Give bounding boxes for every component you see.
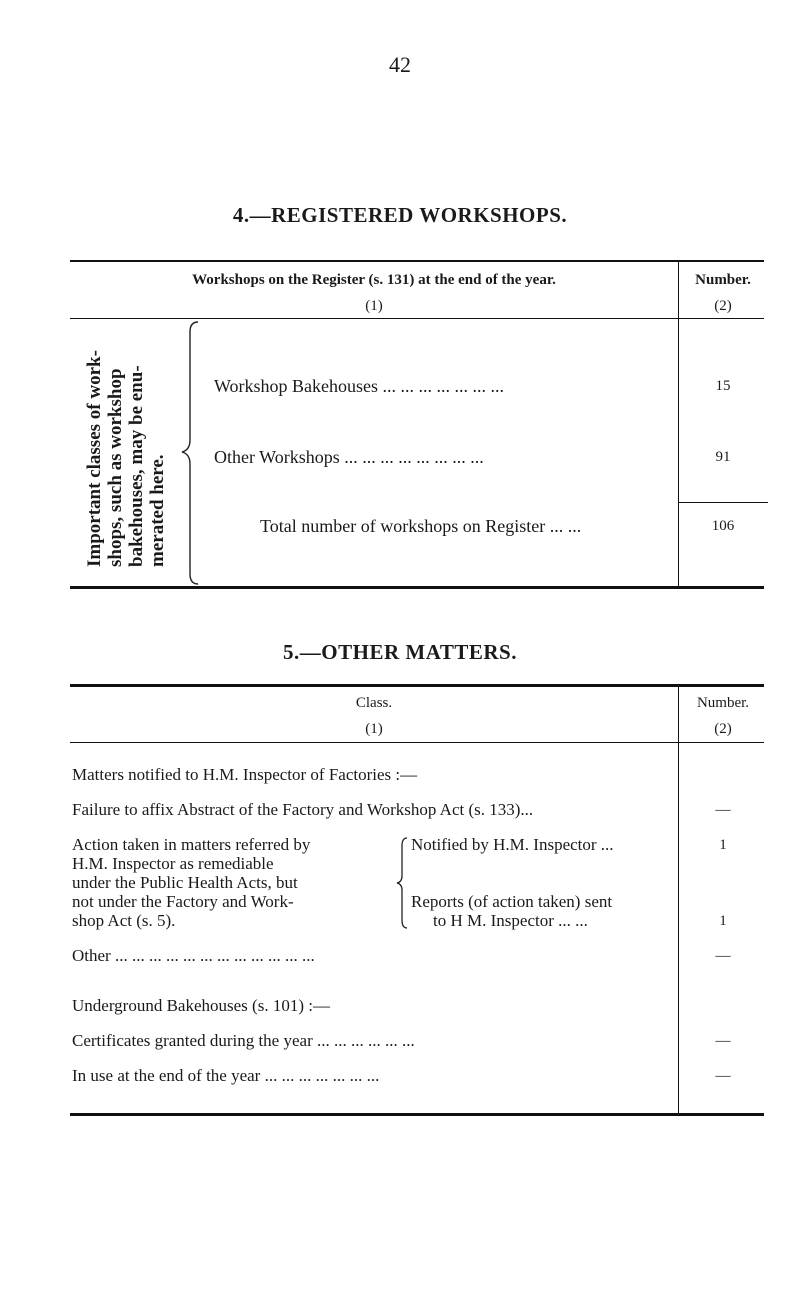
reports-value: 1: [719, 913, 727, 929]
other-value: —: [715, 948, 731, 964]
notified-by-label: Notified by H.M. Inspector ...: [411, 835, 614, 854]
failure-value: —: [715, 802, 731, 818]
failure-label: Failure to affix Abstract of the Factory and Workshop Act (s. 133)...: [72, 800, 534, 819]
action-line: not under the Factory and Work-: [72, 892, 294, 911]
certificates-label: Certificates granted during the year ... ... ... ... ... ...: [72, 1031, 415, 1050]
col1-subheader: (1): [365, 721, 383, 737]
side-label-line: bakehouses, may be enu-: [126, 365, 147, 567]
action-brace: [394, 836, 410, 930]
side-label-line: Important classes of work-: [84, 350, 105, 567]
col2-header: Number.: [696, 695, 750, 711]
action-taken-block: [72, 835, 402, 930]
col2-subheader: (2): [714, 298, 732, 314]
total-rule: [678, 502, 768, 503]
col1-subheader: (1): [365, 298, 383, 314]
col1-header: Workshops on the Register (s. 131) at the end of the year.: [192, 272, 556, 288]
table-top-rule: [70, 684, 764, 687]
side-label-line: shops, such as workshop: [105, 368, 126, 567]
action-line: Action taken in matters referred by: [72, 835, 311, 854]
table-bottom-rule: [70, 586, 764, 589]
row-value-bakehouses: 15: [715, 378, 731, 394]
row-label-total: Total number of workshops on Register ... ...: [260, 516, 582, 536]
table-top-rule: [70, 260, 764, 262]
row-value-other-workshops: 91: [715, 449, 731, 465]
row-label-other-workshops: Other Workshops ... ... ... ... ... ... ... ...: [214, 447, 484, 467]
certificates-value: —: [715, 1033, 731, 1049]
action-line: shop Act (s. 5).: [72, 911, 176, 930]
section-5-title: 5.—OTHER MATTERS.: [283, 640, 517, 664]
reports-label: Reports (of action taken) sent: [411, 892, 613, 911]
notified-by-value: 1: [719, 837, 727, 853]
action-line: H.M. Inspector as remediable: [72, 854, 274, 873]
section-4-title: 4.—REGISTERED WORKSHOPS.: [232, 203, 568, 227]
other-label: Other ... ... ... ... ... ... ... ... ... ... ... ...: [72, 946, 315, 965]
side-brace: [176, 318, 206, 588]
col1-header: Class.: [355, 695, 393, 711]
col2-subheader: (2): [714, 721, 732, 737]
header-rule: [70, 318, 764, 319]
reports-label-2: to H M. Inspector ... ...: [433, 911, 588, 930]
header-rule: [70, 742, 764, 743]
side-label: [84, 350, 168, 567]
col2-header: Number.: [695, 272, 751, 288]
table-bottom-rule: [70, 1113, 764, 1116]
row-label-bakehouses: Workshop Bakehouses ... ... ... ... ... ... ...: [214, 376, 505, 396]
side-label-line: merated here.: [147, 454, 168, 567]
page-number: 42: [389, 52, 411, 77]
in-use-label: In use at the end of the year ... ... ... ... ... ... ...: [72, 1066, 380, 1085]
row-value-total: 106: [711, 518, 735, 534]
in-use-value: —: [715, 1068, 731, 1084]
notified-heading: Matters notified to H.M. Inspector of Factories :—: [72, 765, 418, 784]
column-divider-lower: [678, 1015, 679, 1114]
underground-heading: Underground Bakehouses (s. 101) :—: [72, 996, 330, 1015]
action-line: under the Public Health Acts, but: [72, 873, 298, 892]
